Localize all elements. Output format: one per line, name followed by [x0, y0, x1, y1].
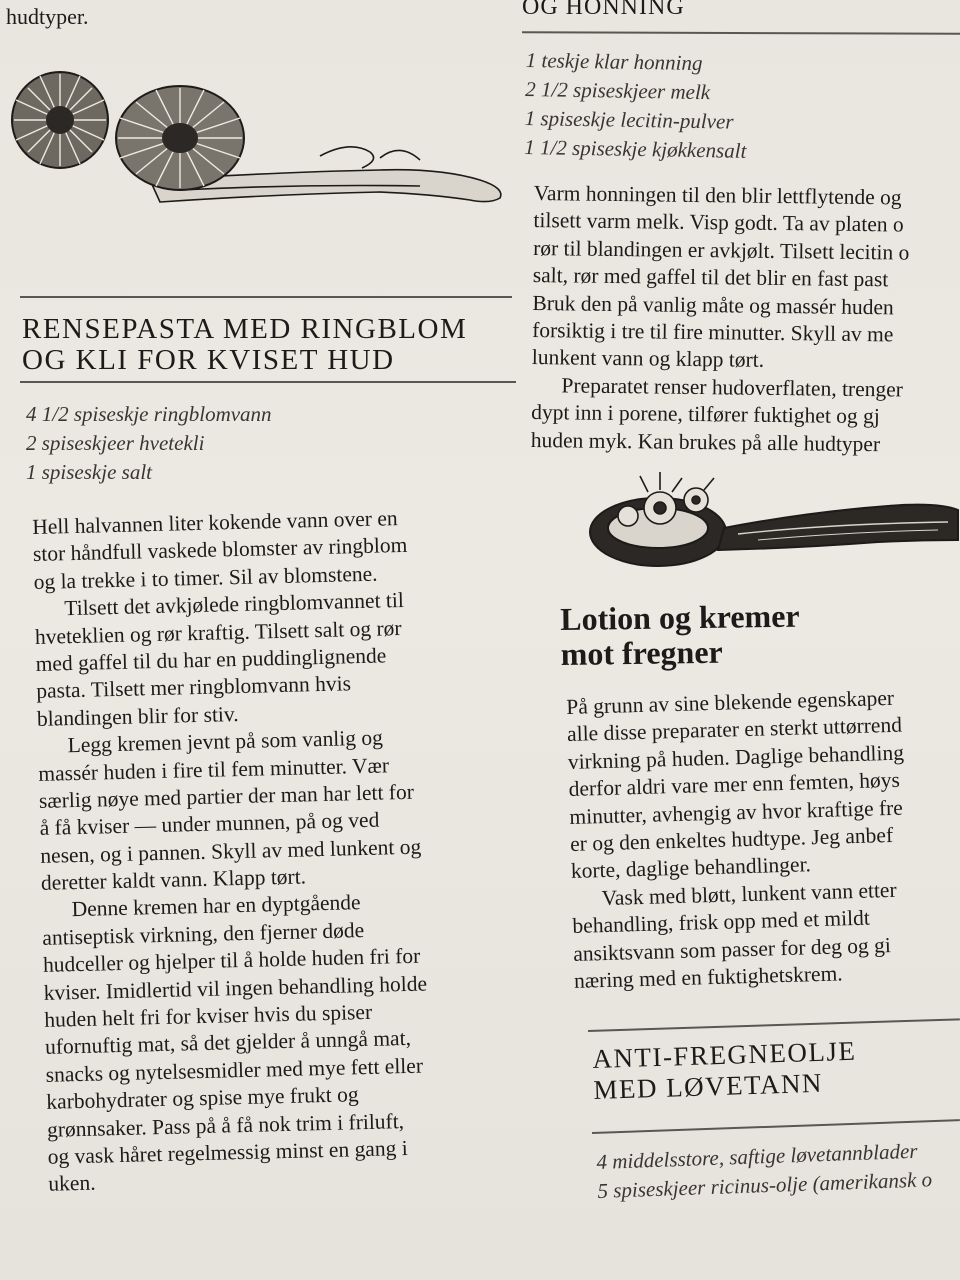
- body-line: Hell halvannen liter kokende vann over en: [32, 506, 398, 539]
- section-heading-line: mot fregner: [560, 633, 723, 672]
- body-line: og vask håret regelmessig minst en gang i: [47, 1135, 408, 1169]
- ingredient-item: 1 spiseskje salt: [26, 460, 152, 484]
- ingredient-list: [26, 400, 272, 487]
- body-line: Tilsett det avkjølede ringblomvannet til: [64, 588, 405, 621]
- flower-1-icon: [12, 72, 108, 168]
- ingredient-item: 4 1/2 spiseskje ringblomvann: [26, 402, 272, 426]
- marigold-flowers-on-spoon-illustration: [0, 60, 510, 220]
- ingredient-item: 4 middelsstore, saftige løvetannblader: [596, 1138, 918, 1174]
- body-line: karbohydrater og spise mye frukt og: [46, 1082, 359, 1115]
- body-line: ufornuftig mat, så det gjelder å unngå mat,: [44, 1026, 412, 1060]
- body-line: snacks og nytelsesmidler med mye fett eller: [45, 1053, 424, 1087]
- ingredient-list: [524, 46, 748, 166]
- body-line: huden myk. Kan brukes på alle hudtyper: [530, 427, 881, 456]
- divider-rule: [522, 31, 960, 35]
- top-right-heading-fragment: OG HONNING: [522, 0, 685, 20]
- body-line: huden helt fri for kviser hvis du spiser: [44, 999, 373, 1032]
- body-line: og la trekke i to timer. Sil av blomstene.: [33, 561, 378, 594]
- body-line: dypt inn i porene, tilfører fuktighet og gj: [531, 400, 880, 429]
- body-line: hudceller og hjelper til å holde huden fri for: [42, 943, 421, 978]
- recipe-body-text: [32, 505, 432, 1199]
- body-line: med gaffel til du har en puddinglignende: [35, 643, 387, 676]
- body-line: næring med en fuktighetskrem.: [573, 961, 843, 993]
- body-line: forsiktig i tre til fire minutter. Skyll av me: [532, 317, 894, 347]
- ingredient-item: 5 spiseskjeer ricinus-olje (amerikansk o: [597, 1167, 933, 1203]
- body-line: salt, rør med gaffel til det blir en fast past: [532, 263, 889, 292]
- body-line: rør til blandingen er avkjølt. Tilsett lecitin o: [533, 235, 910, 265]
- body-line: alle disse preparater en sterkt uttørrend: [566, 713, 903, 747]
- divider-rule: [592, 1119, 960, 1134]
- recipe-title-line: MED LØVETANN: [592, 1067, 824, 1105]
- body-line: å få kviser — under munnen, på og ved: [39, 807, 380, 841]
- section-heading: [560, 599, 800, 672]
- body-line: særlig nøye med partier der man har lett for: [38, 779, 415, 813]
- ingredient-item: 1 1/2 spiseskje kjøkkensalt: [524, 134, 747, 163]
- recipe-title-line: RENSEPASTA MED RINGBLOM: [22, 313, 468, 345]
- recipe-title-line: OG KLI FOR KVISET HUD: [22, 344, 395, 376]
- body-line: På grunn av sine blekende egenskaper: [566, 685, 895, 719]
- flowers-on-wooden-spoon-illustration: [588, 470, 960, 580]
- body-line: Vask med bløtt, lunkent vann etter: [601, 877, 897, 910]
- body-line: nesen, og i pannen. Skyll av med lunkent og: [40, 834, 422, 868]
- body-line: korte, daglige behandlinger.: [570, 852, 812, 884]
- divider-rule: [588, 1018, 960, 1032]
- body-line: antiseptisk virkning, den fjerner døde: [42, 917, 365, 950]
- body-line: Bruk den på vanlig måte og massér huden: [532, 290, 894, 319]
- section-heading-line: Lotion og kremer: [559, 597, 800, 637]
- body-line: Preparatet renser hudoverflaten, trenger: [561, 373, 904, 402]
- flower-2-icon: [116, 86, 244, 190]
- body-line: Denne kremen har en dyptgående: [71, 890, 361, 922]
- ingredient-item: 2 1/2 spiseskjeer melk: [525, 76, 711, 105]
- body-line: grønnsaker. Pass på å få nok trim i friluft,: [46, 1108, 405, 1142]
- body-line: derfor aldri vare mer enn femten, høys: [568, 767, 901, 802]
- body-line: er og den enkeltes hudtype. Jeg anbef: [569, 822, 894, 856]
- body-line: massér huden i fire til fem minutter. Vær: [38, 752, 390, 786]
- ingredient-list: [596, 1136, 933, 1206]
- body-line: virkning på huden. Daglige behandling: [567, 740, 905, 774]
- body-line: blandingen blir for stiv.: [36, 701, 239, 731]
- body-line: ansiktsvann som passer for deg og gi: [572, 932, 892, 966]
- body-line: hveteklien og rør kraftig. Tilsett salt og rør: [34, 615, 402, 649]
- ingredient-item: 1 teskje klar honning: [525, 47, 703, 76]
- body-line: behandling, frisk opp med et mildt: [572, 905, 871, 939]
- body-line: kviser. Imidlertid vil ingen behandling holde: [43, 971, 428, 1005]
- body-line: pasta. Tilsett mer ringblomvann hvis: [36, 671, 352, 704]
- recipe-title-line: ANTI-FREGNEOLJE: [592, 1035, 857, 1074]
- recipe-body-text: [531, 180, 911, 458]
- section-body-text: [566, 685, 910, 996]
- body-line: lunkent vann og klapp tørt.: [531, 345, 765, 373]
- recipe-title: [592, 1036, 858, 1106]
- ingredient-item: 2 spiseskjeer hvetekli: [26, 431, 205, 455]
- top-left-text-fragment: hudtyper.: [6, 4, 89, 29]
- body-line: deretter kaldt vann. Klapp tørt.: [40, 864, 307, 895]
- body-line: tilsett varm melk. Visp godt. Ta av platen o: [533, 208, 904, 237]
- recipe-title: [22, 314, 467, 376]
- body-line: uken.: [48, 1171, 96, 1197]
- divider-rule: [20, 296, 512, 298]
- body-line: Legg kremen jevnt på som vanlig og: [67, 725, 384, 758]
- body-line: minutter, avhengig av hvor kraftige fre: [569, 795, 904, 829]
- body-line: stor håndfull vaskede blomster av ringblom: [32, 533, 408, 567]
- divider-rule: [20, 381, 516, 383]
- ingredient-item: 1 spiseskje lecitin-pulver: [524, 105, 734, 134]
- body-line: Varm honningen til den blir lettflytende og: [533, 180, 902, 210]
